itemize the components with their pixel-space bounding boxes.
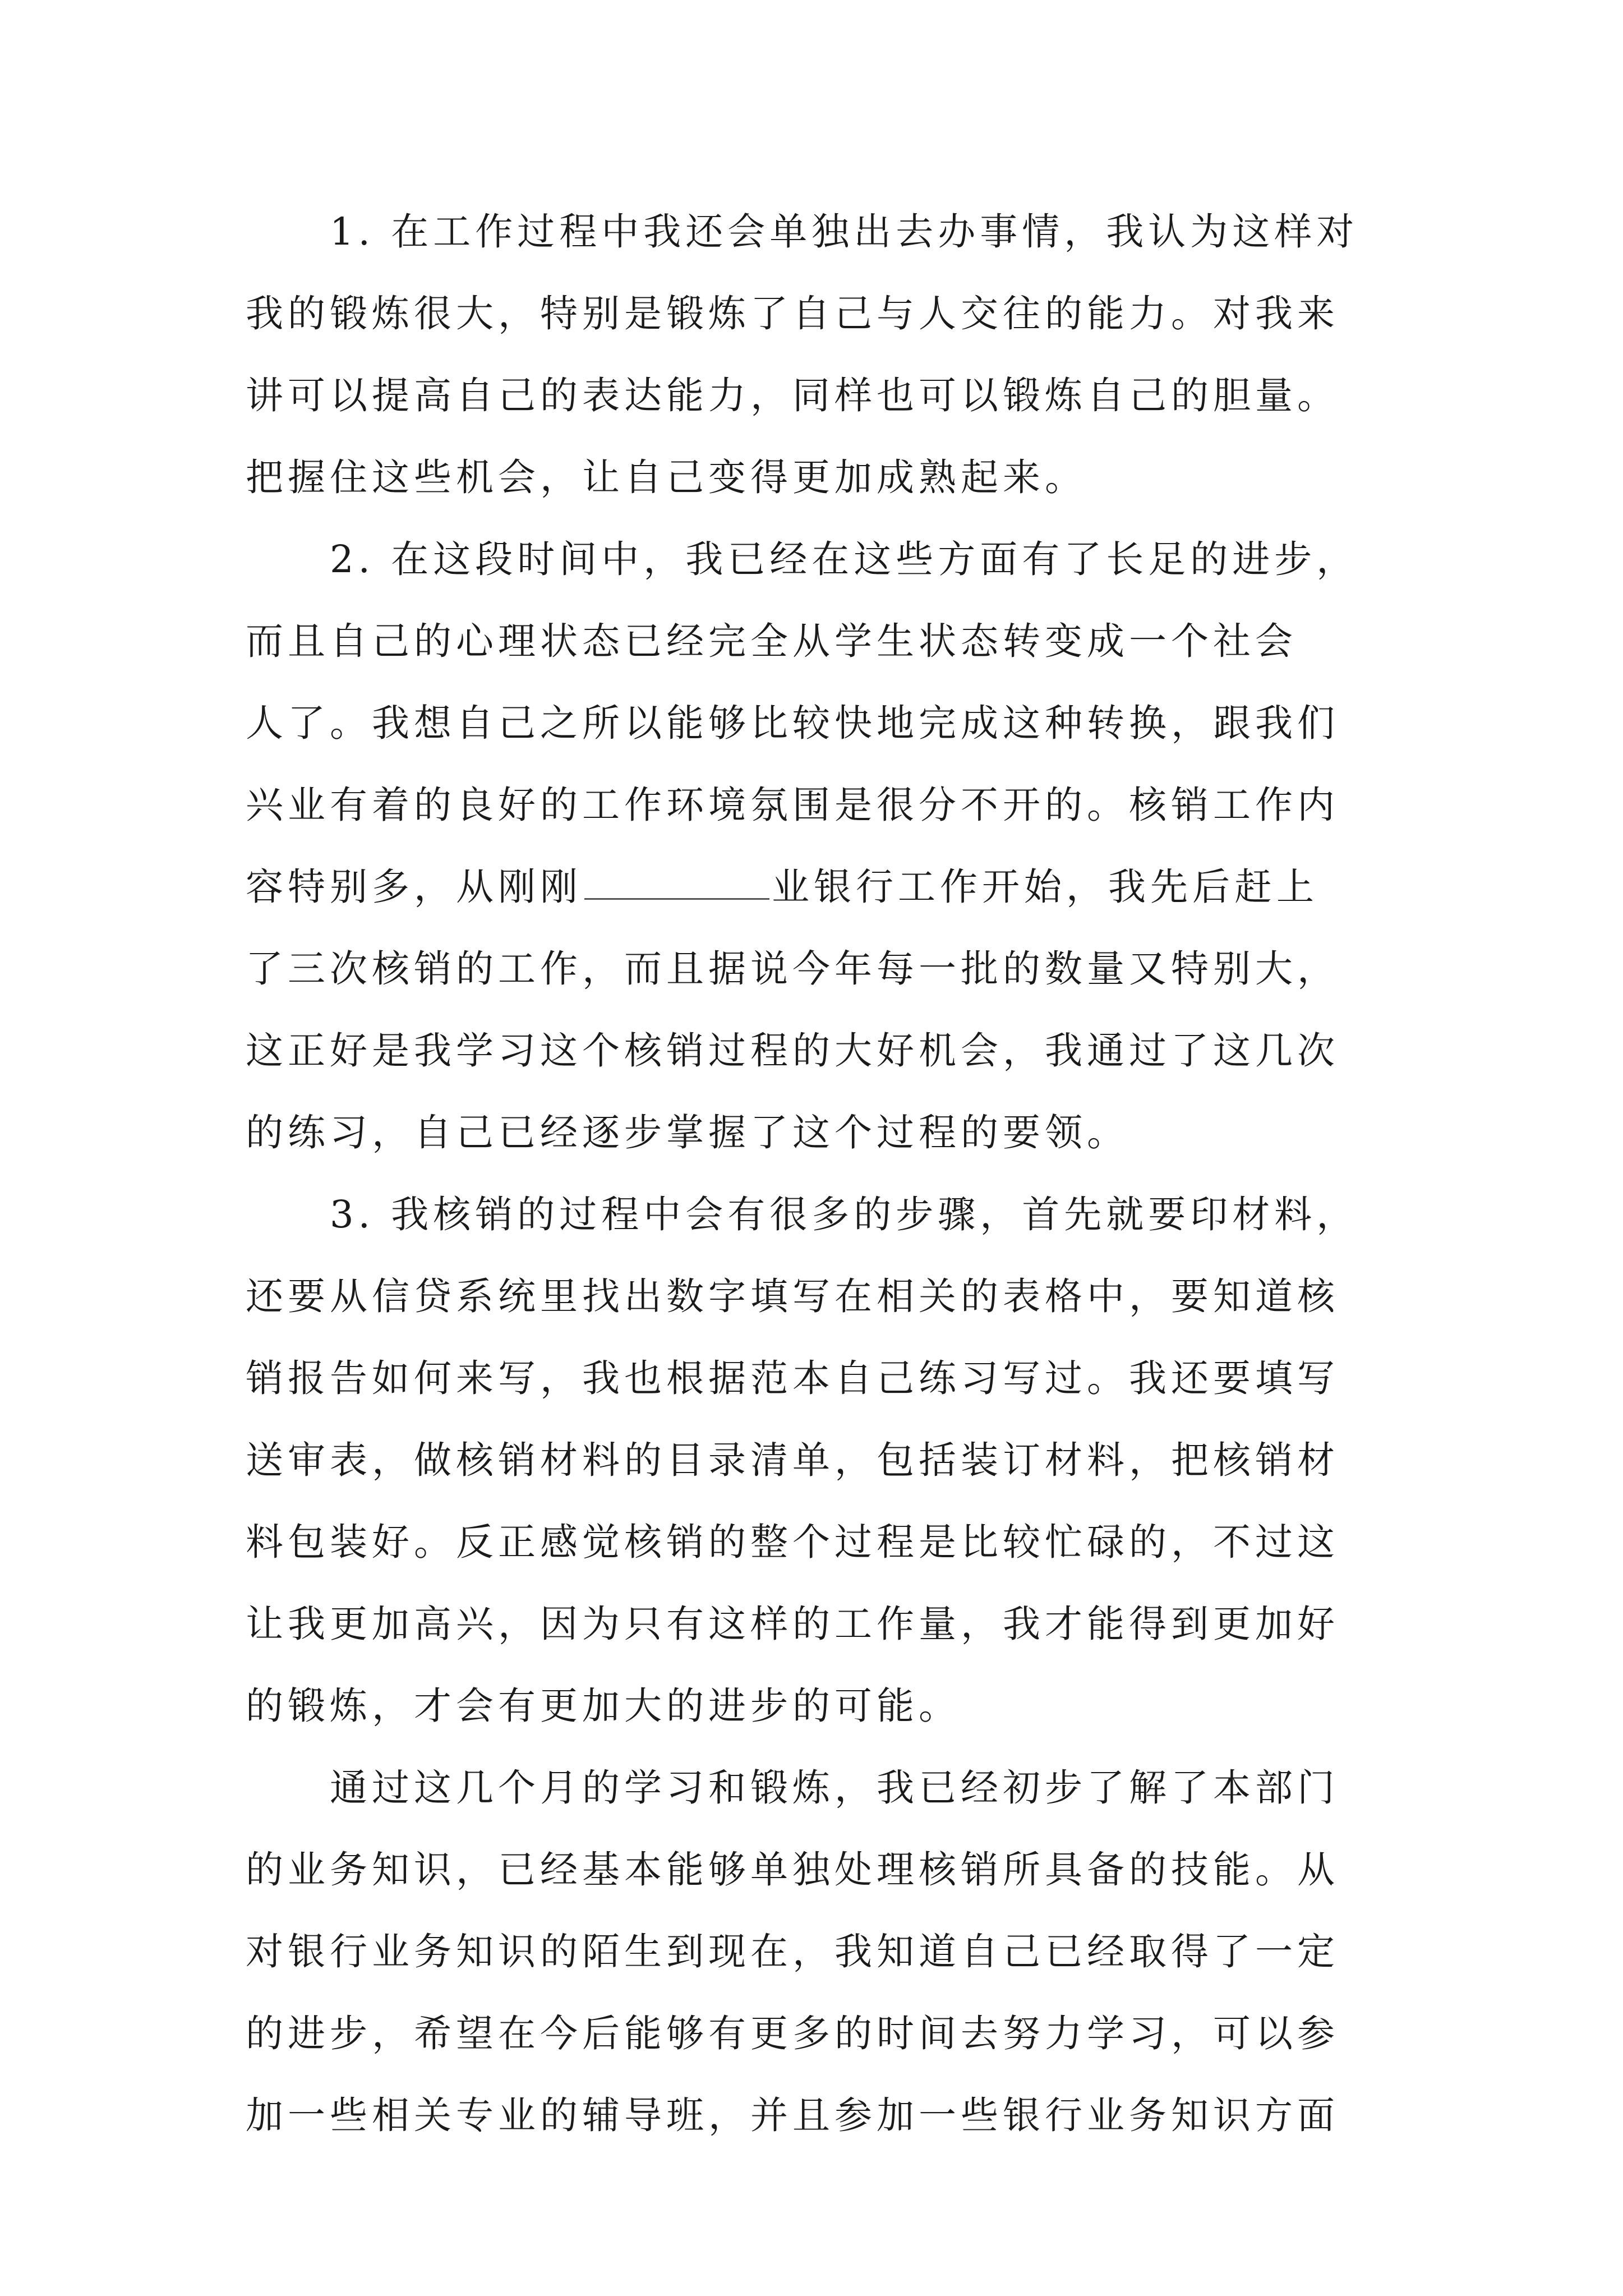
paragraph-1-line-1: 1. 在工作过程中我还会单独出去办事情，我认为这样对 (330, 210, 1359, 254)
paragraph-2-line-2: 而且自己的心理状态已经完全从学生状态转变成一个社会 (246, 619, 1297, 663)
paragraph-2-line-3: 人了。我想自己之所以能够比较快地完成这种转换，跟我们 (246, 701, 1339, 745)
paragraph-2-line-5 (246, 846, 1384, 928)
paragraph-1-line-3: 讲可以提高自己的表达能力，同样也可以锻炼自己的胆量。 (246, 374, 1339, 417)
document-body (246, 191, 1384, 2156)
paragraph-2 (246, 518, 1384, 1174)
paragraph-1-line-2: 我的锻炼很大，特别是锻炼了自己与人交往的能力。对我来 (246, 292, 1339, 335)
paragraph-4-line-1: 通过这几个月的学习和锻炼，我已经初步了解了本部门 (330, 1766, 1339, 1810)
paragraph-3-line-2: 还要从信贷系统里找出数字填写在相关的表格中，要知道核 (246, 1274, 1339, 1318)
paragraph-1 (246, 191, 1384, 518)
paragraph-2-line-7: 这正好是我学习这个核销过程的大好机会，我通过了这几次 (246, 1029, 1339, 1073)
paragraph-2-line-5-before-blank: 容特别多，从刚刚 (246, 865, 582, 909)
paragraph-4-line-4: 的进步，希望在今后能够有更多的时间去努力学习，可以参 (246, 2012, 1339, 2055)
paragraph-4-line-2: 的业务知识，已经基本能够单独处理核销所具备的技能。从 (246, 1848, 1339, 1892)
paragraph-3-line-5: 料包装好。反正感觉核销的整个过程是比较忙碌的，不过这 (246, 1520, 1339, 1564)
paragraph-2-line-8: 的练习，自己已经逐步掌握了这个过程的要领。 (246, 1111, 1129, 1154)
fill-in-blank (584, 863, 769, 900)
paragraph-3 (246, 1174, 1384, 1747)
paragraph-3-line-1: 3. 我核销的过程中会有很多的步骤，首先就要印材料， (330, 1193, 1359, 1236)
paragraph-1-line-4: 把握住这些机会，让自己变得更加成熟起来。 (246, 455, 1087, 499)
paragraph-3-line-4: 送审表，做核销材料的目录清单，包括装订材料，把核销材 (246, 1438, 1339, 1482)
paragraph-3-line-7: 的锻炼，才会有更加大的进步的可能。 (246, 1684, 961, 1728)
paragraph-4-line-5: 加一些相关专业的辅导班，并且参加一些银行业务知识方面 (246, 2093, 1339, 2137)
paragraph-2-line-5-after-blank: 业银行工作开始，我先后赶上 (772, 865, 1318, 909)
paragraph-3-line-6: 让我更加高兴，因为只有这样的工作量，我才能得到更加好 (246, 1602, 1339, 1646)
paragraph-2-line-4: 兴业有着的良好的工作环境氛围是很分不开的。核销工作内 (246, 783, 1339, 827)
paragraph-2-line-1: 2. 在这段时间中，我已经在这些方面有了长足的进步， (330, 537, 1359, 581)
paragraph-3-line-3: 销报告如何来写，我也根据范本自己练习写过。我还要填写 (246, 1356, 1339, 1400)
paragraph-2-line-6: 了三次核销的工作，而且据说今年每一批的数量又特别大， (246, 947, 1339, 991)
paragraph-4 (246, 1747, 1384, 2156)
paragraph-4-line-3: 对银行业务知识的陌生到现在，我知道自己已经取得了一定 (246, 1930, 1339, 1973)
